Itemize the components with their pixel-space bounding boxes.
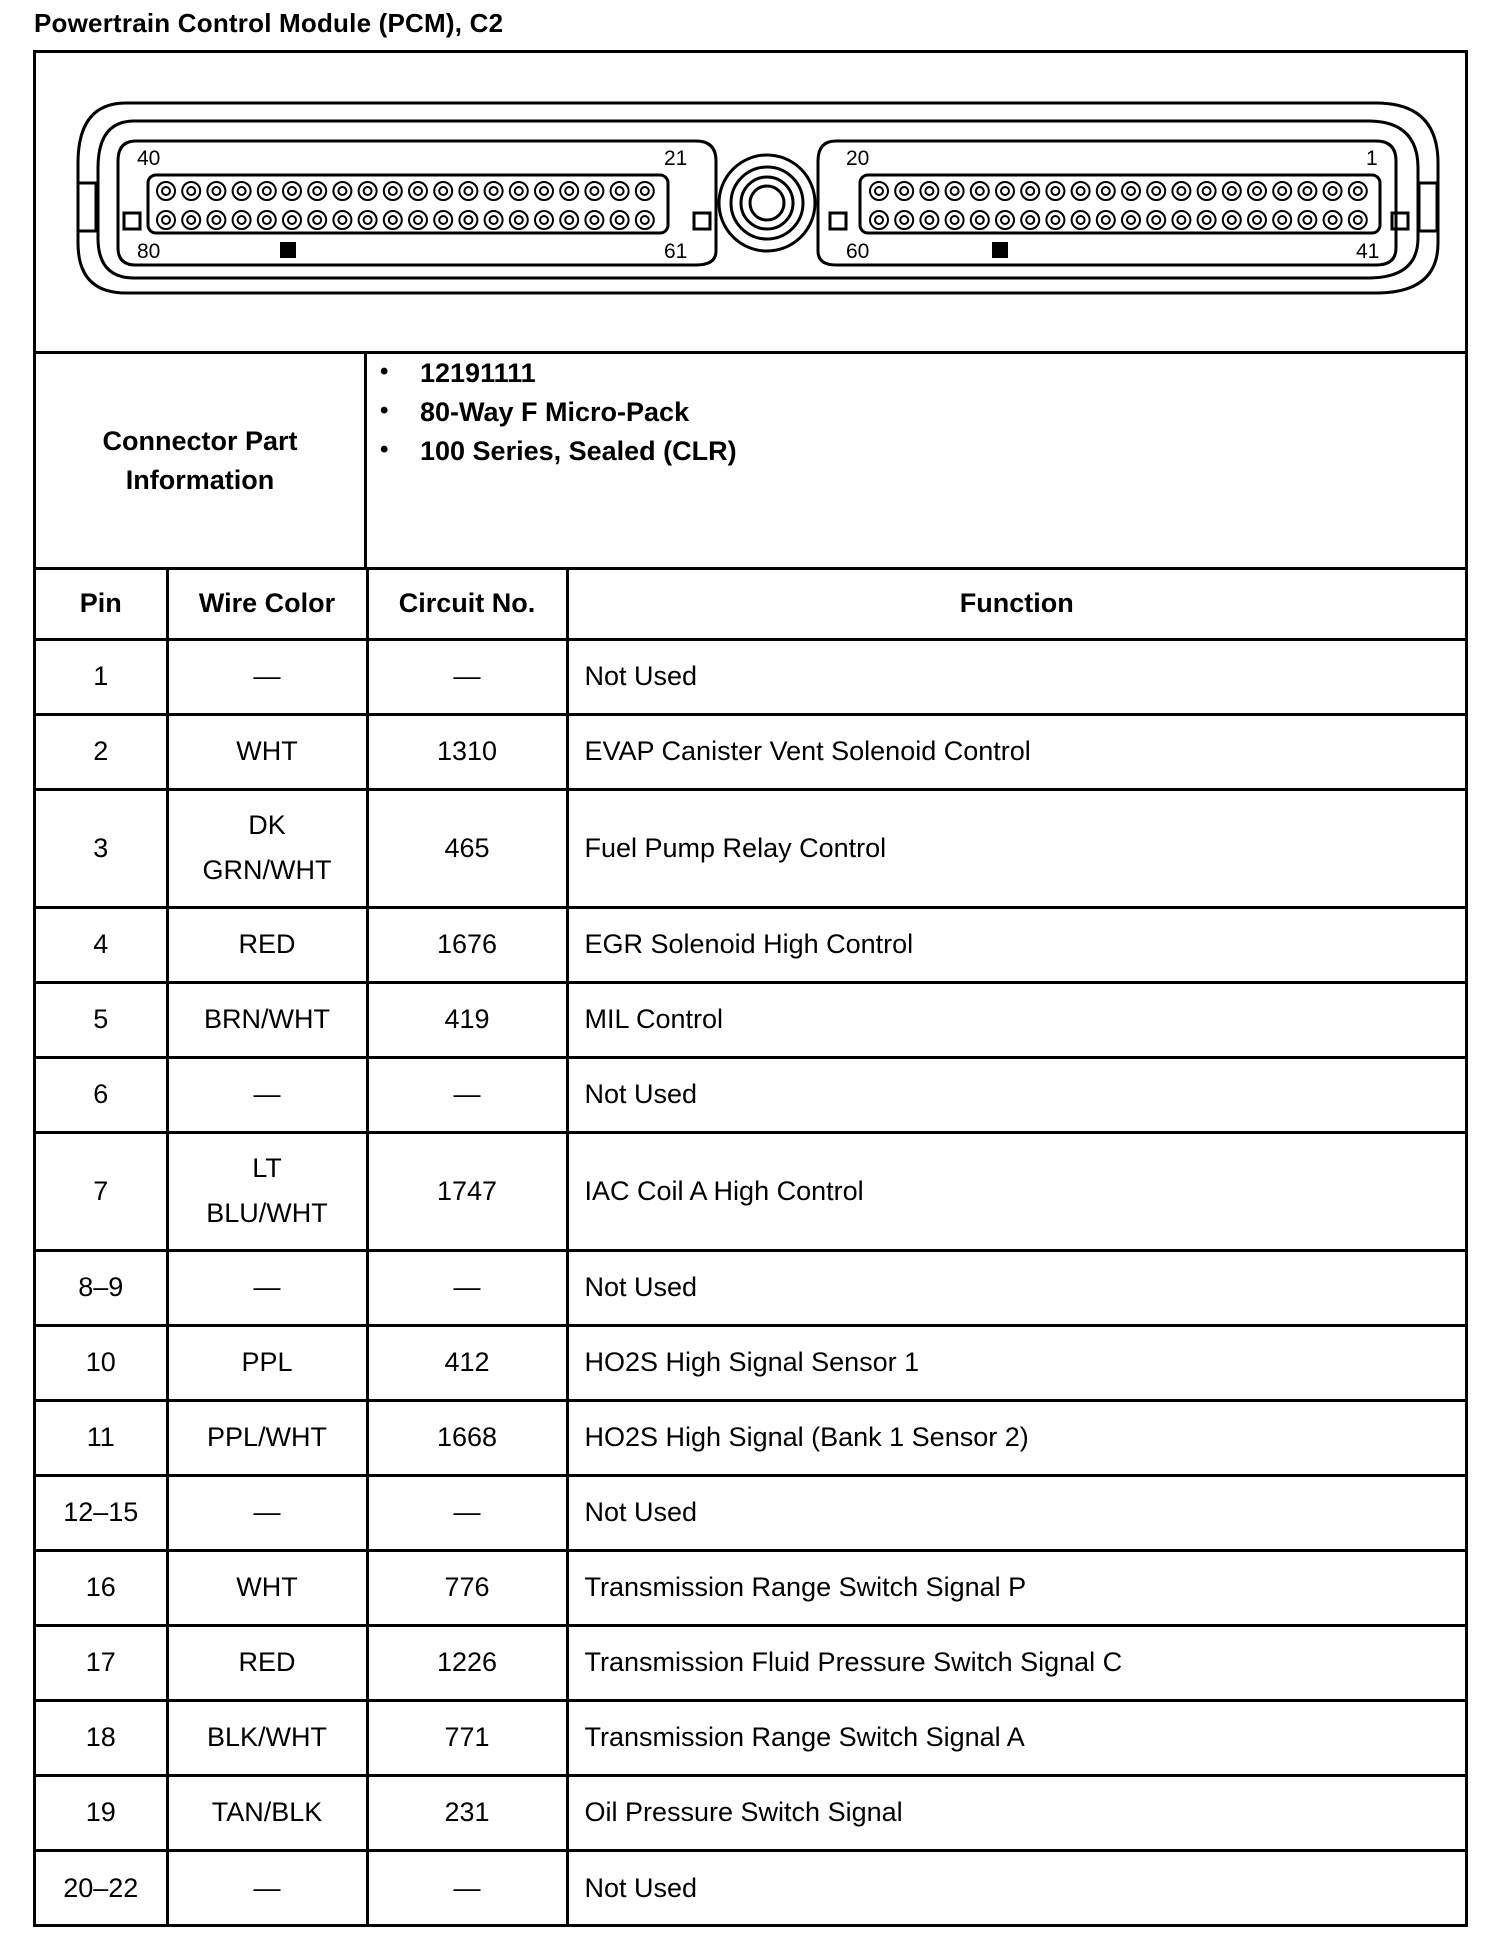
pin-contact [875, 187, 883, 195]
pin-cavity [585, 211, 603, 229]
circuit-cell: 465 [367, 789, 567, 907]
table-row [36, 907, 1465, 982]
pin-contact [1278, 216, 1286, 224]
pin-cavity [1273, 182, 1291, 200]
connector-diagram [36, 53, 1465, 354]
wire-color-cell: PPL [167, 1325, 367, 1400]
table-row [36, 1400, 1465, 1475]
pin-cavity [1298, 211, 1316, 229]
pin-cavity [283, 182, 301, 200]
circuit-cell: — [367, 1850, 567, 1925]
pin-cavity [1046, 182, 1064, 200]
pin-label-61: 61 [664, 240, 688, 263]
pin-contact [515, 187, 523, 195]
pin-cavity [946, 211, 964, 229]
connector-info-label-line1: Connector Part [102, 425, 298, 456]
pin-cavity [585, 182, 603, 200]
pin-contact [212, 187, 220, 195]
pin-cavity [409, 211, 427, 229]
circuit-cell: 1668 [367, 1400, 567, 1475]
pin-contact [1354, 187, 1362, 195]
pin-contact [951, 187, 959, 195]
pin-cavity [870, 182, 888, 200]
pin-cavity [1122, 182, 1140, 200]
pin-cavity [1072, 182, 1090, 200]
pin-contact [263, 216, 271, 224]
pin-contact [1253, 187, 1261, 195]
circuit-cell: 1676 [367, 907, 567, 982]
pin-cavity [1223, 182, 1241, 200]
pin-cavity [1298, 182, 1316, 200]
pin-contact [464, 187, 472, 195]
pin-contact [238, 187, 246, 195]
pin-contact [1026, 216, 1034, 224]
pin-contact [1152, 216, 1160, 224]
pin-cell: 6 [36, 1057, 167, 1132]
pin-cavity [1147, 211, 1165, 229]
pin-cavity [434, 182, 452, 200]
pinout-table [36, 570, 1465, 1925]
wire-color-cell: RED [167, 1625, 367, 1700]
pin-contact [565, 187, 573, 195]
pin-cavity [1198, 182, 1216, 200]
pin-contact [540, 187, 548, 195]
pin-contact [875, 216, 883, 224]
pin-cavity [920, 182, 938, 200]
pin-contact [1228, 216, 1236, 224]
pin-cavity [409, 182, 427, 200]
pin-cavity [359, 211, 377, 229]
pin-contact [389, 216, 397, 224]
pin-cavity [535, 182, 553, 200]
pin-contact [263, 187, 271, 195]
pin-cavity [1349, 211, 1367, 229]
connector-type: • 80-Way F Micro-Pack [420, 397, 689, 428]
pin-cavity [1122, 211, 1140, 229]
pin-contact [162, 187, 170, 195]
function-cell: Fuel Pump Relay Control [567, 789, 1465, 907]
pin-cavity [182, 182, 200, 200]
pin-contact [414, 216, 422, 224]
circuit-cell: — [367, 1057, 567, 1132]
table-row [36, 714, 1465, 789]
pin-cavity [1248, 211, 1266, 229]
function-cell: HO2S High Signal Sensor 1 [567, 1325, 1465, 1400]
pin-cavity [384, 182, 402, 200]
pin-contact [1303, 216, 1311, 224]
pin-cell: 11 [36, 1400, 167, 1475]
pin-cavity [485, 182, 503, 200]
pin-contact [900, 216, 908, 224]
pin-cell: 16 [36, 1550, 167, 1625]
pin-contact [951, 216, 959, 224]
pin-cavity [333, 211, 351, 229]
pin-cavity [1147, 182, 1165, 200]
pin-contact [900, 187, 908, 195]
pin-contact [238, 216, 246, 224]
pin-contact [212, 216, 220, 224]
table-row [36, 1475, 1465, 1550]
pin-cell: 3 [36, 789, 167, 907]
pin-cavity [636, 211, 654, 229]
pin-contact [1127, 187, 1135, 195]
pin-cell: 7 [36, 1132, 167, 1250]
pin-cavity [1324, 182, 1342, 200]
pin-cavity [946, 182, 964, 200]
pin-label-20: 20 [846, 147, 870, 170]
pin-contact [641, 216, 649, 224]
pin-contact [187, 187, 195, 195]
pin-contact [414, 187, 422, 195]
function-cell: Not Used [567, 1057, 1465, 1132]
pin-contact [364, 187, 372, 195]
pin-cavity [1198, 211, 1216, 229]
pin-contact [641, 187, 649, 195]
pin-contact [288, 216, 296, 224]
pin-cavity [157, 182, 175, 200]
wire-color-cell: WHT [167, 1550, 367, 1625]
pin-contact [162, 216, 170, 224]
pin-contact [338, 187, 346, 195]
circuit-cell: 771 [367, 1700, 567, 1775]
pin-contact [1354, 216, 1362, 224]
pin-contact [1102, 216, 1110, 224]
pin-contact [925, 187, 933, 195]
pin-cavity [1349, 182, 1367, 200]
wire-color-cell: — [167, 1475, 367, 1550]
pin-contact [1051, 187, 1059, 195]
pin-cavity [1046, 211, 1064, 229]
connector-part-number: • 12191111 [420, 358, 536, 389]
table-row [36, 1775, 1465, 1850]
circuit-cell: 776 [367, 1550, 567, 1625]
pin-cavity [1324, 211, 1342, 229]
pin-contact [364, 216, 372, 224]
wire-color-cell: DK GRN/WHT [167, 789, 367, 907]
pin-cavity [384, 211, 402, 229]
pin-cavity [996, 182, 1014, 200]
pin-cell: 1 [36, 639, 167, 714]
pin-cavity [510, 211, 528, 229]
pin-cavity [157, 211, 175, 229]
pin-cavity [459, 182, 477, 200]
table-row [36, 1625, 1465, 1700]
pin-label-40: 40 [137, 147, 161, 170]
pin-contact [389, 187, 397, 195]
pin-contact [590, 216, 598, 224]
pin-contact [1228, 187, 1236, 195]
pin-cavity [510, 182, 528, 200]
pin-cavity [996, 211, 1014, 229]
wire-color-cell: — [167, 639, 367, 714]
pin-contact [616, 187, 624, 195]
pin-cavity [560, 211, 578, 229]
pin-cavity [535, 211, 553, 229]
pin-cavity [308, 182, 326, 200]
pin-contact [490, 216, 498, 224]
pin-cavity [870, 211, 888, 229]
header-wire-color: Wire Color [167, 570, 367, 639]
circuit-cell: — [367, 639, 567, 714]
pin-contact [1026, 187, 1034, 195]
pin-cavity [971, 211, 989, 229]
pin-contact [1177, 187, 1185, 195]
pin-cavity [611, 211, 629, 229]
pin-cell: 5 [36, 982, 167, 1057]
pin-contact [464, 216, 472, 224]
table-row [36, 1325, 1465, 1400]
connector-info-list [367, 354, 1465, 570]
pin-cavity [333, 182, 351, 200]
pin-contact [1278, 187, 1286, 195]
pin-contact [338, 216, 346, 224]
pin-cavity [611, 182, 629, 200]
pin-label-41: 41 [1356, 240, 1380, 263]
wire-color-cell: WHT [167, 714, 367, 789]
pin-cell: 10 [36, 1325, 167, 1400]
circuit-cell: 1747 [367, 1132, 567, 1250]
circuit-cell: 412 [367, 1325, 567, 1400]
pin-cavity [895, 211, 913, 229]
wire-color-cell: — [167, 1057, 367, 1132]
wire-color-cell: — [167, 1850, 367, 1925]
pin-contact [976, 187, 984, 195]
pin-cell: 18 [36, 1700, 167, 1775]
pin-contact [1001, 187, 1009, 195]
pin-cavity [207, 182, 225, 200]
circuit-cell: — [367, 1250, 567, 1325]
pin-cavity [920, 211, 938, 229]
pin-cell: 19 [36, 1775, 167, 1850]
wire-color-cell: TAN/BLK [167, 1775, 367, 1850]
table-row [36, 1550, 1465, 1625]
table-row [36, 1700, 1465, 1775]
pin-contact [1203, 187, 1211, 195]
function-cell: Not Used [567, 639, 1465, 714]
pin-cell: 8–9 [36, 1250, 167, 1325]
pin-cavity [233, 182, 251, 200]
pin-contact [313, 187, 321, 195]
pin-cell: 2 [36, 714, 167, 789]
pin-cavity [359, 182, 377, 200]
wire-color-cell: RED [167, 907, 367, 982]
pin-cavity [459, 211, 477, 229]
pin-cavity [1097, 211, 1115, 229]
pin-cavity [207, 211, 225, 229]
function-cell: EGR Solenoid High Control [567, 907, 1465, 982]
table-row [36, 639, 1465, 714]
table-row [36, 1057, 1465, 1132]
table-row [36, 1850, 1465, 1925]
pin-cavity [1097, 182, 1115, 200]
pin-contact [565, 216, 573, 224]
pin-cavity [485, 211, 503, 229]
pin-contact [1253, 216, 1261, 224]
pin-contact [1001, 216, 1009, 224]
page-title: Powertrain Control Module (PCM), C2 [34, 8, 504, 38]
pin-contact [1152, 187, 1160, 195]
pin-cell: 12–15 [36, 1475, 167, 1550]
pin-label-1: 1 [1366, 147, 1378, 170]
function-cell: Oil Pressure Switch Signal [567, 1775, 1465, 1850]
pin-contact [1077, 187, 1085, 195]
pin-contact [313, 216, 321, 224]
circuit-cell: 1310 [367, 714, 567, 789]
pin-cavity [1072, 211, 1090, 229]
function-cell: IAC Coil A High Control [567, 1132, 1465, 1250]
pin-cavity [233, 211, 251, 229]
connector-face-drawing [36, 53, 1465, 351]
function-cell: Not Used [567, 1475, 1465, 1550]
header-function: Function [567, 570, 1465, 639]
pin-cavity [971, 182, 989, 200]
pin-cavity [283, 211, 301, 229]
pin-cavity [1273, 211, 1291, 229]
function-cell: Transmission Range Switch Signal A [567, 1700, 1465, 1775]
pin-cavity [1021, 211, 1039, 229]
pin-contact [1177, 216, 1185, 224]
pin-contact [288, 187, 296, 195]
pin-cavity [258, 211, 276, 229]
pin-contact [925, 216, 933, 224]
pin-contact [1051, 216, 1059, 224]
function-cell: Transmission Range Switch Signal P [567, 1550, 1465, 1625]
pin-cell: 4 [36, 907, 167, 982]
function-cell: HO2S High Signal (Bank 1 Sensor 2) [567, 1400, 1465, 1475]
pin-cell: 20–22 [36, 1850, 167, 1925]
pin-label-80: 80 [137, 240, 161, 263]
connector-sheet [33, 50, 1468, 1927]
header-circuit: Circuit No. [367, 570, 567, 639]
wire-color-cell: — [167, 1250, 367, 1325]
function-cell: Transmission Fluid Pressure Switch Signal C [567, 1625, 1465, 1700]
wire-color-cell: LT BLU/WHT [167, 1132, 367, 1250]
pin-cavity [560, 182, 578, 200]
circuit-cell: 1226 [367, 1625, 567, 1700]
pin-cavity [895, 182, 913, 200]
pin-contact [1303, 187, 1311, 195]
circuit-cell: 419 [367, 982, 567, 1057]
connector-info-label [36, 354, 367, 570]
table-row [36, 1132, 1465, 1250]
pin-contact [439, 216, 447, 224]
pin-contact [515, 216, 523, 224]
pin-contact [1329, 187, 1337, 195]
pin-cavity [1021, 182, 1039, 200]
pin-contact [439, 187, 447, 195]
pin-cavity [1248, 182, 1266, 200]
pin-label-21: 21 [664, 147, 688, 170]
pin-cavity [308, 211, 326, 229]
header-pin: Pin [36, 570, 167, 639]
pin-contact [1329, 216, 1337, 224]
pin-contact [976, 216, 984, 224]
wire-color-cell: BRN/WHT [167, 982, 367, 1057]
connector-series: • 100 Series, Sealed (CLR) [420, 436, 737, 467]
pinout-table-header [36, 570, 1465, 639]
wire-color-cell: BLK/WHT [167, 1700, 367, 1775]
pin-contact [187, 216, 195, 224]
pin-cavity [182, 211, 200, 229]
pin-contact [1203, 216, 1211, 224]
pin-contact [616, 216, 624, 224]
table-row [36, 1250, 1465, 1325]
pin-contact [540, 216, 548, 224]
wire-color-cell: PPL/WHT [167, 1400, 367, 1475]
circuit-cell: 231 [367, 1775, 567, 1850]
function-cell: EVAP Canister Vent Solenoid Control [567, 714, 1465, 789]
pin-contact [1127, 216, 1135, 224]
table-row [36, 982, 1465, 1057]
table-row [36, 789, 1465, 907]
pin-cavity [1172, 182, 1190, 200]
pin-cavity [1172, 211, 1190, 229]
pin-contact [1077, 216, 1085, 224]
pin-contact [1102, 187, 1110, 195]
pin-cavity [636, 182, 654, 200]
function-cell: MIL Control [567, 982, 1465, 1057]
connector-info-label-line2: Information [125, 464, 275, 495]
circuit-cell: — [367, 1475, 567, 1550]
pin-contact [590, 187, 598, 195]
pin-cavity [434, 211, 452, 229]
function-cell: Not Used [567, 1850, 1465, 1925]
pin-label-60: 60 [846, 240, 870, 263]
function-cell: Not Used [567, 1250, 1465, 1325]
pin-contact [490, 187, 498, 195]
pin-cavity [1223, 211, 1241, 229]
pin-cell: 17 [36, 1625, 167, 1700]
pin-cavity [258, 182, 276, 200]
